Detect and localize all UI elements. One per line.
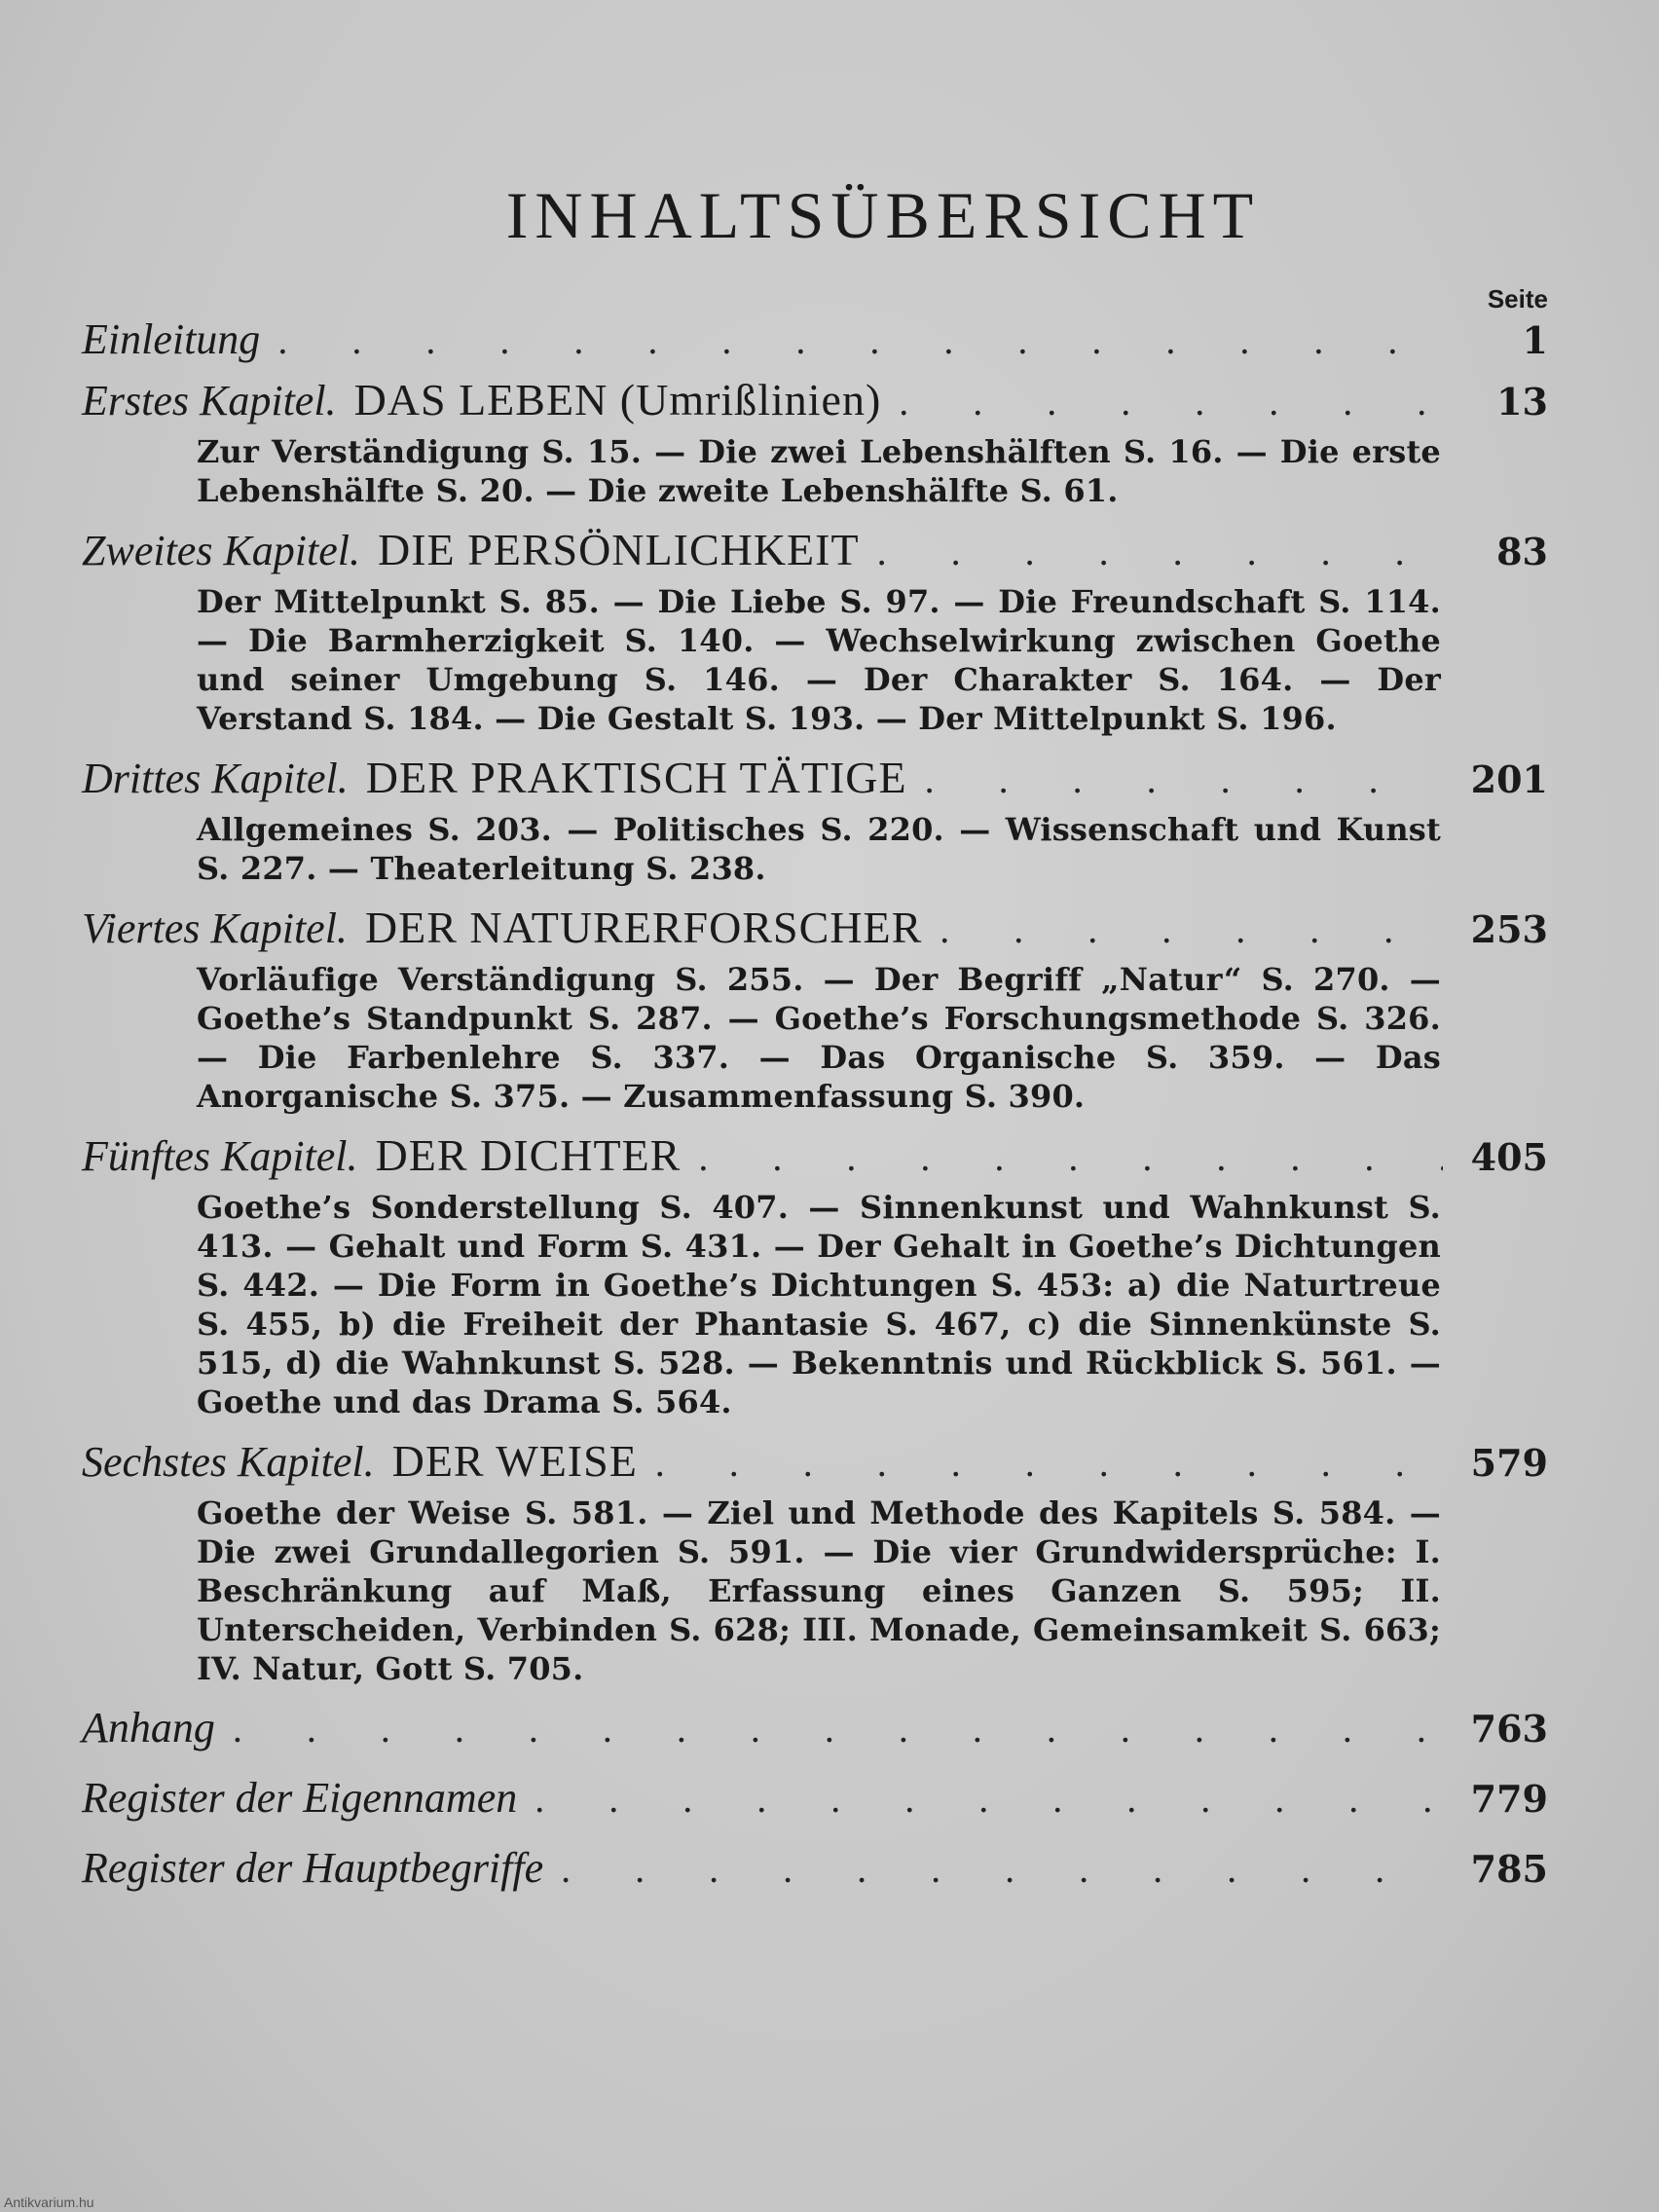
toc-label: Sechstes Kapitel. [82,1438,375,1486]
toc-heading: DAS LEBEN (Umrißlinien) [353,375,882,424]
leader-dots [561,1839,1443,1899]
toc-subsections-chapter-5: Goethe’s Sonderstellung S. 407. — Sinnenkunst und Wahnkunst S. 413. — Gehalt und Form S. 431. — Der Gehalt in Goethe’s Dichtungen S. 442. — Die Form in Goethe’s Dichtungen S. 453: a) die Naturtreue S. 455, b) die Freiheit der Phantasie S. 467, c) die Sinnenkünste S. 515, d) die Wahnkunst S. 528. — Bekenntnis und Rückblick S. 561. — Goethe und das Drama S. 564. [197,1189,1441,1420]
toc-label: Einleitung [82,315,261,363]
toc-heading: DER PRAKTISCH TÄTIGE [365,753,907,802]
toc-label: Zweites Kapitel. [82,527,360,574]
toc-label: Register der Hauptbegriffe [82,1844,544,1892]
table-of-contents [82,310,1548,1899]
toc-entry-chapter-1 [82,370,1548,430]
toc-page-number: 201 [1470,757,1548,801]
watermark: Antikvarium.hu [4,2194,94,2210]
leader-dots [277,311,1443,371]
toc-label: Fünftes Kapitel. [82,1132,358,1180]
toc-entry-einleitung [82,310,1548,370]
toc-page-number: 13 [1496,380,1548,424]
toc-page-number: 785 [1470,1847,1548,1891]
toc-page-number: 405 [1470,1135,1548,1179]
toc-heading: DIE PERSÖNLICHKEIT [378,525,860,574]
leader-dots [877,522,1443,582]
toc-page-number: 1 [1522,318,1548,362]
toc-label: Erstes Kapitel. [82,377,337,424]
toc-entry-chapter-5 [82,1125,1548,1186]
leader-dots [233,1699,1443,1759]
toc-page-number: 579 [1470,1441,1548,1485]
toc-label: Register der Eigennamen [82,1774,518,1822]
toc-subsections-chapter-3: Allgemeines S. 203. — Politisches S. 220. — Wissenschaft und Kunst S. 227. — Theaterleitung S. 238. [197,811,1441,887]
toc-entry-chapter-6 [82,1431,1548,1492]
toc-subsections-chapter-4: Vorläufige Verständigung S. 255. — Der Begriff „Natur“ S. 270. — Goethe’s Standpunkt S. 287. — Goethe’s Forschungsmethode S. 326. — Die Farbenlehre S. 337. — Das Organische S. 359. — Das Anorganische S. 375. — Zusammenfassung S. 390. [197,961,1441,1115]
toc-label: Drittes Kapitel. [82,755,349,802]
toc-entry-register-hauptbegriffe [82,1838,1548,1899]
toc-heading: DER DICHTER [375,1130,682,1180]
toc-label: Anhang [82,1704,215,1751]
leader-dots [655,1433,1443,1493]
toc-entry-register-eigennamen [82,1768,1548,1828]
toc-entry-chapter-4 [82,898,1548,958]
leader-dots [698,1127,1443,1188]
toc-page-number: 83 [1496,530,1548,573]
toc-heading: DER WEISE [391,1436,638,1486]
toc-entry-anhang [82,1698,1548,1758]
leader-dots [899,372,1443,432]
toc-subsections-chapter-2: Der Mittelpunkt S. 85. — Die Liebe S. 97. — Die Freundschaft S. 114. — Die Barmherzigkeit S. 140. — Wechselwirkung zwischen Goethe und seiner Umgebung S. 146. — Der Charakter S. 164. — Der Verstand S. 184. — Die Gestalt S. 193. — Der Mittelpunkt S. 196. [197,583,1441,737]
toc-page-number: 763 [1470,1707,1548,1751]
toc-entry-chapter-3 [82,748,1548,808]
toc-subsections-chapter-6: Goethe der Weise S. 581. — Ziel und Methode des Kapitels S. 584. — Die zwei Grundallegorien S. 591. — Die vier Grundwidersprüche: I. Beschränkung auf Maß, Erfassung eines Ganzen S. 595; II. Unterscheiden, Verbinden S. 628; III. Monade, Gemeinsamkeit S. 663; IV. Natur, Gott S. 705. [197,1494,1441,1687]
page-title: INHALTSÜBERSICHT [505,178,1261,252]
toc-entry-chapter-2 [82,520,1548,580]
toc-subsections-chapter-1: Zur Verständigung S. 15. — Die zwei Lebenshälften S. 16. — Die erste Lebenshälfte S. 20. — Die zweite Lebenshälfte S. 61. [197,433,1441,509]
toc-label: Viertes Kapitel. [82,904,348,952]
leader-dots [940,900,1443,960]
toc-page-number: 779 [1470,1777,1548,1821]
toc-heading: DER NATURERFORSCHER [364,903,923,952]
page-column-header: Seite [1487,284,1548,313]
leader-dots [925,750,1443,810]
leader-dots [535,1769,1443,1829]
toc-page-number: 253 [1470,907,1548,951]
